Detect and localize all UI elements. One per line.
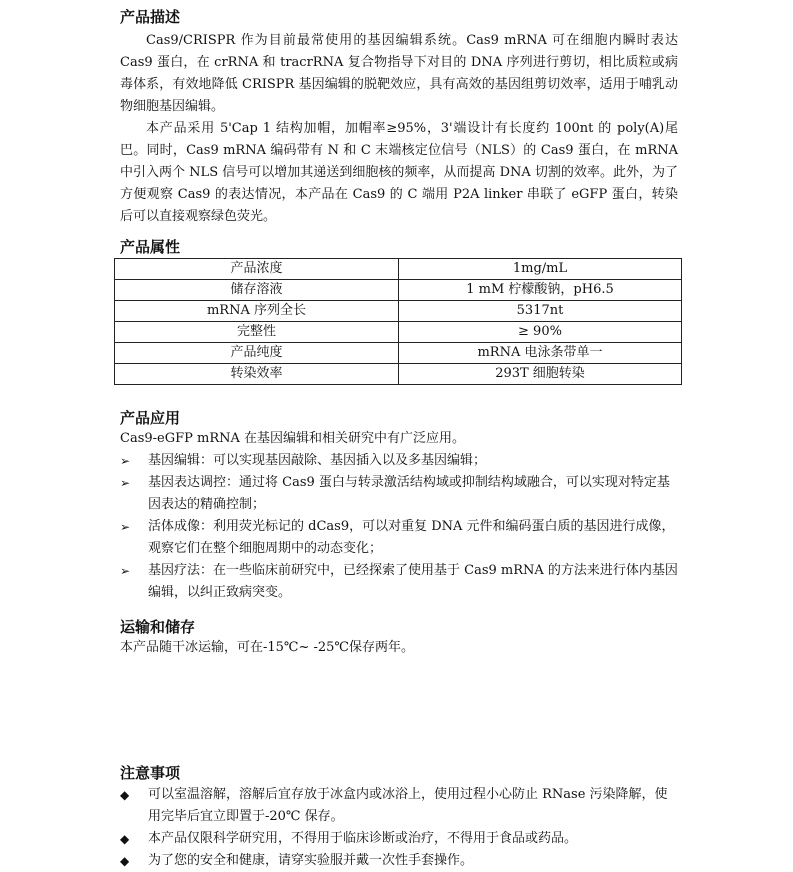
arrow-bullet-icon: ➢	[120, 476, 131, 490]
list-item	[120, 560, 680, 604]
diamond-bullet-icon: ◆	[120, 788, 130, 802]
list-item	[120, 850, 680, 872]
section-title-description: 产品描述	[120, 8, 181, 26]
list-item	[120, 516, 680, 560]
section-title-application: 产品应用	[120, 409, 181, 427]
table-row	[115, 364, 682, 385]
table-row	[115, 322, 682, 343]
application-item-text: 基因疗法：在一些临床前研究中，已经探索了使用基于 Cas9 mRNA 的方法来进行体内基因编辑，以纠正致病突变。	[148, 563, 678, 600]
diamond-bullet-icon: ◆	[120, 854, 130, 868]
property-key: mRNA 序列全长	[115, 301, 399, 322]
table-row	[115, 301, 682, 322]
property-key: 产品浓度	[115, 259, 399, 280]
note-item-text: 可以室温溶解，溶解后宜存放于冰盒内或冰浴上，使用过程小心防止 RNase 污染降解，使用完毕后宜立即置于-20℃ 保存。	[148, 787, 668, 824]
notes-list	[120, 784, 680, 872]
property-value: mRNA 电泳条带单一	[399, 343, 682, 364]
diamond-bullet-icon: ◆	[120, 832, 130, 846]
description-paragraph-1: Cas9/CRISPR 作为目前最常使用的基因编辑系统。Cas9 mRNA 可在细胞内瞬时表达 Cas9 蛋白，在 crRNA 和 tracrRNA 复合物指导下对目的 DNA 序列进行剪切，相比质粒或病毒体系，有效地降低 CRISPR 基因编辑的脱靶效应，具有高效的基因组剪切效率，适用于哺乳动物细胞基因编辑。	[120, 33, 678, 114]
application-intro: Cas9-eGFP mRNA 在基因编辑和相关研究中有广泛应用。	[120, 431, 466, 446]
list-item	[120, 450, 680, 472]
property-value: 5317nt	[399, 301, 682, 322]
property-key: 完整性	[115, 322, 399, 343]
property-key: 产品纯度	[115, 343, 399, 364]
table-row	[115, 259, 682, 280]
list-item	[120, 828, 680, 850]
table-row	[115, 343, 682, 364]
application-item-text: 活体成像：利用荧光标记的 dCas9，可以对重复 DNA 元件和编码蛋白质的基因进行成像，观察它们在整个细胞周期中的动态变化；	[148, 519, 675, 556]
properties-table	[114, 258, 682, 385]
note-item-text: 为了您的安全和健康，请穿实验服并戴一次性手套操作。	[148, 853, 474, 868]
property-key: 转染效率	[115, 364, 399, 385]
application-item-text: 基因编辑：可以实现基因敲除、基因插入以及多基因编辑；	[148, 453, 487, 468]
section-title-properties: 产品属性	[120, 238, 181, 256]
property-value: 1mg/mL	[399, 259, 682, 280]
table-row	[115, 280, 682, 301]
property-value: 1 mM 柠檬酸钠，pH6.5	[399, 280, 682, 301]
section-title-notes: 注意事项	[120, 764, 181, 782]
section-title-storage: 运输和储存	[120, 618, 196, 636]
list-item	[120, 472, 680, 516]
note-item-text: 本产品仅限科学研究用，不得用于临床诊断或治疗，不得用于食品或药品。	[148, 831, 578, 846]
arrow-bullet-icon: ➢	[120, 564, 131, 578]
property-key: 储存溶液	[115, 280, 399, 301]
arrow-bullet-icon: ➢	[120, 454, 131, 468]
application-list	[120, 450, 680, 604]
application-item-text: 基因表达调控：通过将 Cas9 蛋白与转录激活结构域或抑制结构域融合，可以实现对特定基因表达的精确控制；	[148, 475, 670, 512]
property-value: ≥ 90%	[399, 322, 682, 343]
arrow-bullet-icon: ➢	[120, 520, 131, 534]
list-item	[120, 784, 680, 828]
description-paragraph-2: 本产品采用 5'Cap 1 结构加帽，加帽率≥95%，3'端设计有长度约 100nt 的 poly(A)尾巴。同时，Cas9 mRNA 编码带有 N 和 C 末端核定位信号（NLS）的 Cas9 蛋白，在 mRNA 中引入两个 NLS 信号可以增加其递送到细胞核的频率，从而提高 DNA 切割的效率。此外，为了方便观察 Cas9 的表达情况，本产品在 Cas9 的 C 端用 P2A linker 串联了 eGFP 蛋白，转染后可以直接观察绿色荧光。	[120, 121, 678, 224]
property-value: 293T 细胞转染	[399, 364, 682, 385]
storage-text: 本产品随干冰运输，可在-15℃~ -25℃保存两年。	[120, 640, 414, 655]
